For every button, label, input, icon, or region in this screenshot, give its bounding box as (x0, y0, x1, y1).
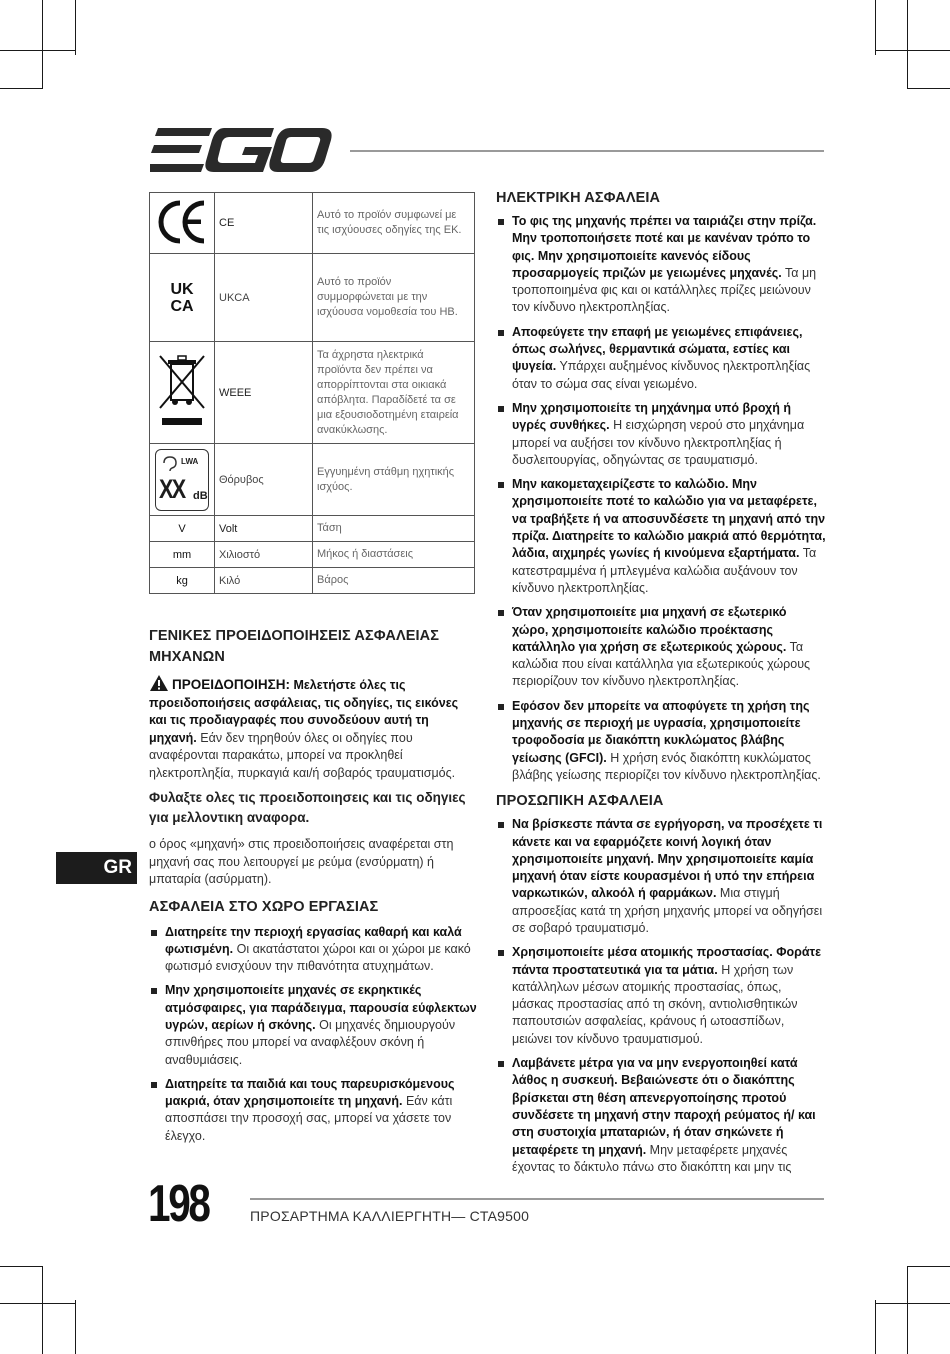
list-item-text: Οι μηχανές δημιουργούν σπινθήρες που μπορεί να αναφλέξουν σκόνη ή αναθυμιάσεις. (165, 1017, 456, 1067)
noise-level-small-label: LWA (181, 456, 199, 466)
personal-safety-list (496, 816, 826, 1176)
list-item-bold: Το φις της μηχανής πρέπει να ταιριάζει στην πρίζα. Μην τροποποιήσετε ποτέ και με κανέναν τρόπο το φις. Μην χρησιμοποιείτε κανενός είδους προσαρμογείς πριζών με γειωμένες μηχανές. (512, 214, 817, 280)
crop-mark (42, 1266, 43, 1354)
list-item (496, 400, 826, 469)
electrical-safety-list (496, 213, 826, 784)
crop-mark (875, 0, 876, 55)
table-row (150, 342, 475, 444)
list-item-bold: Μην κακομεταχειρίζεστε το καλώδιο. Μην χρησιμοποιείτε ποτέ το καλώδιο για να μεταφέρετε, να τραβήξετε ή να αποσυνδέσετε τη μηχανή από την πρίζα. Διατηρείτε το καλώδιο μακριά από θερμότητα, λάδια, αιχμηρές γωνίες ή κινούμενα εξαρτήματα. (512, 477, 826, 561)
crop-mark (0, 50, 75, 51)
electrical-safety-title: ΗΛΕΚΤΡΙΚΗ ΑΣΦΑΛΕΙΑ (496, 190, 661, 206)
warning-text: Εάν δεν τηρηθούν όλες οι οδηγίες που αναφέρονται παρακάτω, μπορεί να προκληθεί ηλεκτροπληξία, πυρκαγιά και/ή σοβαρός τραυματισμός. (149, 730, 456, 780)
bullet-icon (498, 610, 504, 616)
list-item-text: Η εισχώρηση νερού στο μηχάνημα μπορεί να αυξήσει τον κίνδυνο ηλεκτροπληξίας ή δυσλειτουργίας, οδηγώντας σε τραυματισμό. (512, 418, 805, 467)
crop-mark (42, 0, 43, 88)
svg-text:UK: UK (170, 281, 194, 298)
keep-instructions-heading: Φυλαξτε ολες τις προειδοποιησεις και τις οδηγιες για μελλοντικη αναφορα. (149, 790, 466, 825)
crop-mark (75, 1300, 76, 1354)
kg-symbol: kg (150, 568, 215, 594)
list-item-text: Η χρήση ενός διακόπτη κυκλώματος βλάβης γείωσης περιορίζει τον κίνδυνο ηλεκτροπληξίας. (512, 750, 821, 782)
header-rule (350, 150, 824, 152)
symbol-name: Κιλό (215, 568, 313, 594)
warning-label: ΠΡΟΕΙΔΟΠΟΙΗΣΗ: (172, 677, 290, 692)
list-item (496, 1055, 826, 1176)
crop-mark (0, 1303, 75, 1304)
language-tab-label: GR (103, 857, 132, 878)
list-item (149, 1076, 477, 1145)
bullet-icon (498, 950, 504, 956)
list-item-text: Υπάρχει αυξημένος κίνδυνος ηλεκτροπληξίας όταν το σώμα σας είναι γειωμένο. (512, 359, 811, 391)
list-item (496, 944, 826, 1048)
svg-text:CA: CA (170, 298, 194, 313)
crop-mark (0, 1266, 43, 1267)
list-item-text: Η χρήση των κατάλληλων μέσων ατομικής προστασίας, όπως, μάσκας προστασίας από τη σκόνη, αντιολισθητικών παπουτσιών ασφαλείας, κράνους ή ωτοασπίδων, μειώνει τον κίνδυνο τραυματισμού. (512, 962, 798, 1046)
right-column (496, 188, 826, 1183)
symbol-description: Αυτό το προϊόν συμμορφώνεται με την ισχύουσα νομοθεσία του ΗΒ. (313, 254, 475, 342)
bullet-icon (498, 1061, 504, 1067)
table-row (150, 254, 475, 342)
crop-mark (907, 1266, 908, 1354)
list-item-bold: Να βρίσκεστε πάντα σε εγρήγορση, να προσέχετε τι κάνετε και να εφαρμόζετε κοινή λογική όταν χρησιμοποιείτε μηχανή. Μην χρησιμοποιείτε καμία μηχανή όταν είστε κουρασμένοι ή υπό την επήρεια ναρκωτικών, αλκοόλ ή φαρμάκων. (512, 817, 823, 901)
list-item-bold: Όταν χρησιμοποιείτε μια μηχανή σε εξωτερικό χώρο, χρησιμοποιείτε καλώδιο προέκτασης κατάλληλο για χρήση σε εξωτερικούς χώρους. (512, 605, 787, 654)
bullet-icon (151, 988, 157, 994)
list-item-text: Τα κατεστραμμένα ή μπλεγμένα καλώδια αυξάνουν τον κίνδυνο ηλεκτροπληξίας. (512, 546, 817, 595)
symbol-name: WEEE (215, 342, 313, 444)
ce-mark-icon (150, 193, 215, 254)
noise-level-value: XX (159, 473, 185, 504)
list-item-bold: Διατηρείτε τα παιδιά και τους παρευρισκόμενους μακριά, όταν χρησιμοποιείτε τη μηχανή. (165, 1076, 455, 1109)
symbol-name: Χιλιοστό (215, 542, 313, 568)
left-column (149, 626, 477, 1152)
weee-crossed-bin-icon (150, 342, 215, 444)
symbols-table (149, 192, 475, 594)
bullet-icon (498, 330, 504, 336)
crop-mark (907, 0, 908, 88)
bullet-icon (498, 482, 504, 488)
bullet-icon (498, 704, 504, 710)
language-tab (56, 852, 137, 884)
symbol-name: Θόρυβος (215, 444, 313, 516)
list-item-bold: Διατηρείτε την περιοχή εργασίας καθαρή και καλά φωτισμένη. (165, 924, 462, 956)
work-area-list (149, 924, 477, 1146)
list-item (496, 604, 826, 690)
crop-mark (875, 50, 950, 51)
ukca-mark-icon (150, 254, 215, 342)
warning-bold-text: Μελετήστε όλες τις προειδοποιήσεις ασφάλειας, τις οδηγίες, τις εικόνες και τις προδιαγραφές που συνοδεύουν αυτή τη μηχανή. (149, 678, 459, 745)
warning-icon (149, 674, 169, 692)
symbol-name: CE (215, 193, 313, 254)
ego-logo (150, 128, 332, 172)
list-item (496, 324, 826, 393)
list-item-bold: Λαμβάνετε μέτρα για να μην ενεργοποιηθεί κατά λάθος η συσκευή. Βεβαιώνεστε ότι ο διακόπτης βρίσκεται στη θέση απενεργοποίησης προτού συνδέσετε τη μηχανή στην παροχή ρεύματος ή/ και στη συστοιχία μπαταριών, ή όταν σηκώνετε ή μεταφέρετε τη μηχανή. (512, 1056, 816, 1157)
symbol-name: Volt (215, 516, 313, 542)
table-row (150, 516, 475, 542)
crop-mark (907, 88, 950, 89)
list-item (496, 213, 826, 317)
list-item-bold: Χρησιμοποιείτε μέσα ατομικής προστασίας. Φοράτε πάντα προστατευτικά για τα μάτια. (512, 945, 822, 977)
list-item (149, 982, 477, 1068)
symbol-description: Αυτό το προϊόν συμφωνεί με τις ισχύουσες οδηγίες της ΕΚ. (313, 193, 475, 254)
list-item-text: Μια στιγμή απροσεξίας κατά τη χρήση μηχανής μπορεί να οδηγήσει σε σοβαρό τραυματισμό. (512, 886, 823, 935)
list-item (496, 476, 826, 597)
symbol-description: Τάση (313, 516, 475, 542)
table-row (150, 193, 475, 254)
warning-paragraph (149, 674, 477, 782)
bullet-icon (498, 406, 504, 412)
personal-safety-title: ΠΡΟΣΩΠΙΚΗ ΑΣΦΑΛΕΙΑ (496, 793, 664, 810)
table-row (150, 568, 475, 594)
bullet-icon (498, 219, 504, 225)
symbol-name: UKCA (215, 254, 313, 342)
symbol-description: Βάρος (313, 568, 475, 594)
list-item (496, 816, 826, 937)
footer-title: ΠΡΟΣΑΡΤΗΜΑ ΚΑΛΛΙΕΡΓΗΤΗ— CTA9500 (250, 1208, 530, 1224)
bullet-icon (498, 822, 504, 828)
list-item (149, 924, 477, 976)
symbol-description: Εγγυημένη στάθμη ηχητικής ισχύος. (313, 444, 475, 516)
crop-mark (75, 0, 76, 55)
list-item-bold: Εφόσον δεν μπορείτε να αποφύγετε τη χρήση της μηχανής σε περιοχή με υγρασία, χρησιμοποιείτε τροφοδοσία με διακόπτη κυκλώματος βλάβης γείωσης (GFCI). (512, 698, 810, 765)
list-item-bold: Αποφεύγετε την επαφή με γειωμένες επιφάνειες, όπως σωλήνες, θερμαντικά σώματα, εστίες και ψυγεία. (512, 324, 803, 374)
crop-mark (875, 1300, 876, 1354)
table-row (150, 542, 475, 568)
table-row (150, 444, 475, 516)
mm-symbol: mm (150, 542, 215, 568)
list-item-bold: Μην χρησιμοποιείτε τη μηχάνημα υπό βροχή ή υγρές συνθήκες. (512, 400, 791, 433)
bullet-icon (151, 1082, 157, 1088)
page-number: 198 (148, 1175, 209, 1233)
work-area-title: ΑΣΦΑΛΕΙΑ ΣΤΟ ΧΩΡΟ ΕΡΓΑΣΙΑΣ (149, 898, 379, 915)
list-item-bold: Μην χρησιμοποιείτε μηχανές σε εκρηκτικές ατμόσφαιρες, για παράδειγμα, παρουσία εύφλεκτων υγρών, αερίων ή σκόνης. (165, 983, 477, 1032)
symbol-description: Μήκος ή διαστάσεις (313, 542, 475, 568)
crop-mark (875, 1303, 950, 1304)
list-item-text: Τα καλώδια που είναι κατάλληλα για εξωτερικούς χώρους περιορίζουν τον κίνδυνο ηλεκτροπληξίας. (512, 639, 811, 689)
term-definition: ο όρος «μηχανή» στις προειδοποιήσεις αναφέρεται στη μηχανή σας που λειτουργεί με ρεύμα (ενσύρματη) ή μπαταρία (ασύρματη). (149, 837, 454, 886)
list-item-text: Μην μεταφέρετε μηχανές έχοντας το δάκτυλο πάνω στο διακόπτη και μην τις (512, 1142, 792, 1174)
footer-rule (250, 1198, 824, 1200)
symbol-description: Τα άχρηστα ηλεκτρικά προϊόντα δεν πρέπει να απορρίπτονται στα οικιακά απόβλητα. Παραδίδετέ τα σε μια εξουσιοδοτημένη εταιρεία ανακύκλωσης. (313, 342, 475, 444)
bullet-icon (151, 930, 157, 936)
list-item-text: Εάν κάτι αποσπάσει την προσοχή σας, μπορεί να χάσετε τον έλεγχο. (165, 1094, 453, 1143)
general-warnings-title: ΓΕΝΙΚΕΣ ΠΡΟΕΙΔΟΠΟΙΗΣΕΙΣ ΑΣΦΑΛΕΙΑΣ ΜΗΧΑΝΩΝ (149, 628, 440, 665)
volt-symbol: V (150, 516, 215, 542)
crop-mark (0, 88, 43, 89)
list-item-text: Οι ακατάστατοι χώροι και οι χώροι με κακό φωτισμό ενισχύουν την πιθανότητα ατυχημάτων. (165, 941, 471, 974)
list-item (496, 698, 826, 784)
list-item-text: Τα μη τροποποιημένα φις και οι κατάλληλες πρίζες μειώνουν τον κίνδυνο ηλεκτροπληξίας. (512, 265, 817, 315)
noise-level-icon (150, 444, 215, 516)
crop-mark (907, 1266, 950, 1267)
noise-level-unit: dB (193, 489, 208, 502)
